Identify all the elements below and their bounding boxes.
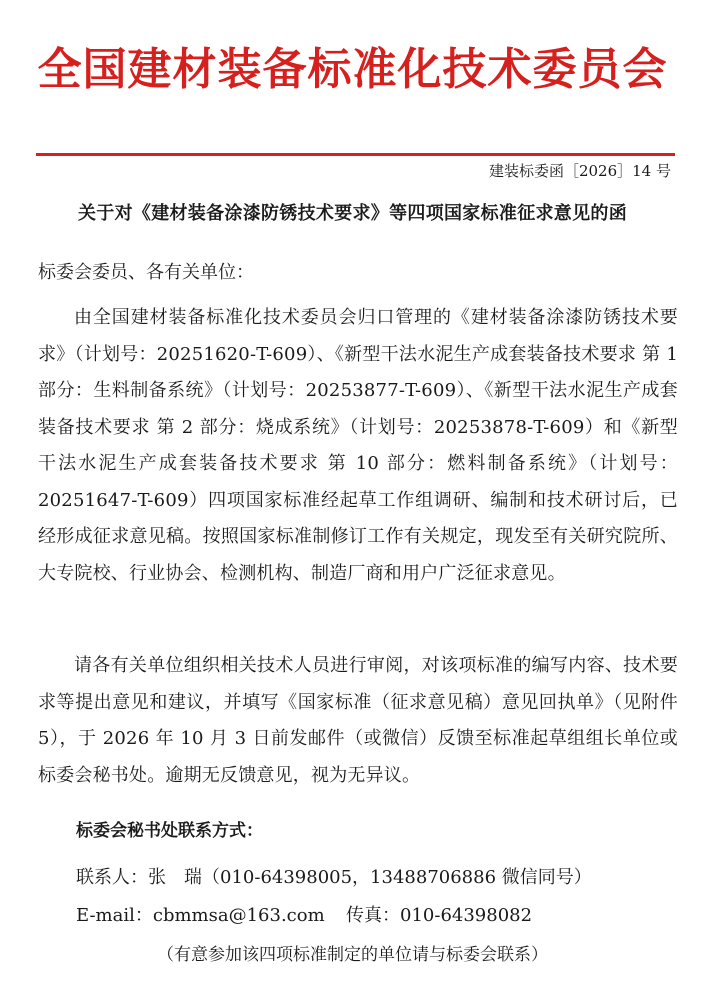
fax-field [346,901,532,931]
letter-title: 关于对《建材装备涂漆防锈技术要求》等四项国家标准征求意见的函 [78,203,627,224]
organization-title: 全国建材装备标准化技术委员会 [37,44,668,95]
document-number: 建装标委函［2026］14 号 [488,162,671,180]
email-label: E-mail： [76,905,153,926]
email-value: cbmmsa@163.com [152,905,325,926]
letterhead-divider [36,153,675,156]
contact-person-value: 张 瑞（010-64398005，13488706886 微信同号） [148,867,592,888]
fax-label: 传真： [346,905,400,926]
participation-note: （有意参加该四项标准制定的单位请与标委会联系） [157,945,548,965]
contact-person-line [76,863,592,893]
addressee: 标委会委员、各有关单位： [38,262,254,283]
body-paragraph-1: 由全国建材装备标准化技术委员会归口管理的《建材装备涂漆防锈技术要求》（计划号：20251620-T-609）、《新型干法水泥生产成套装备技术要求 第 1 部分：生料制备系统》（计划号：20253877-T-609）、《新型干法水泥生产成套装备技术要求 第 2 部分：烧成系统》（计划号：20253878-T-609）和《新型干法水泥生产成套装备技术要求 第 10 部分：燃料制备系统》（计划号：20251647-T-609）四项国家标准经起草工作组调研、编制和技术研讨后，已经形成征求意见稿。按照国家标准制修订工作有关规定，现发至有关研究院所、大专院校、行业协会、检测机构、制造厂商和用户广泛征求意见。 [38,307,678,584]
fax-value: 010-64398082 [400,905,533,926]
contact-heading: 标委会秘书处联系方式： [76,821,263,841]
body-paragraph-2: 请各有关单位组织相关技术人员进行审阅，对该项标准的编写内容、技术要求等提出意见和建议，并填写《国家标准（征求意见稿）意见回执单》（见附件 5），于 2026 年 10 月 3 日前发邮件（或微信）反馈至标准起草组组长单位或标委会秘书处。逾期无反馈意见，视为无异议。 [38,655,678,786]
contact-person-label: 联系人： [76,867,148,888]
contact-email-line [76,901,533,931]
